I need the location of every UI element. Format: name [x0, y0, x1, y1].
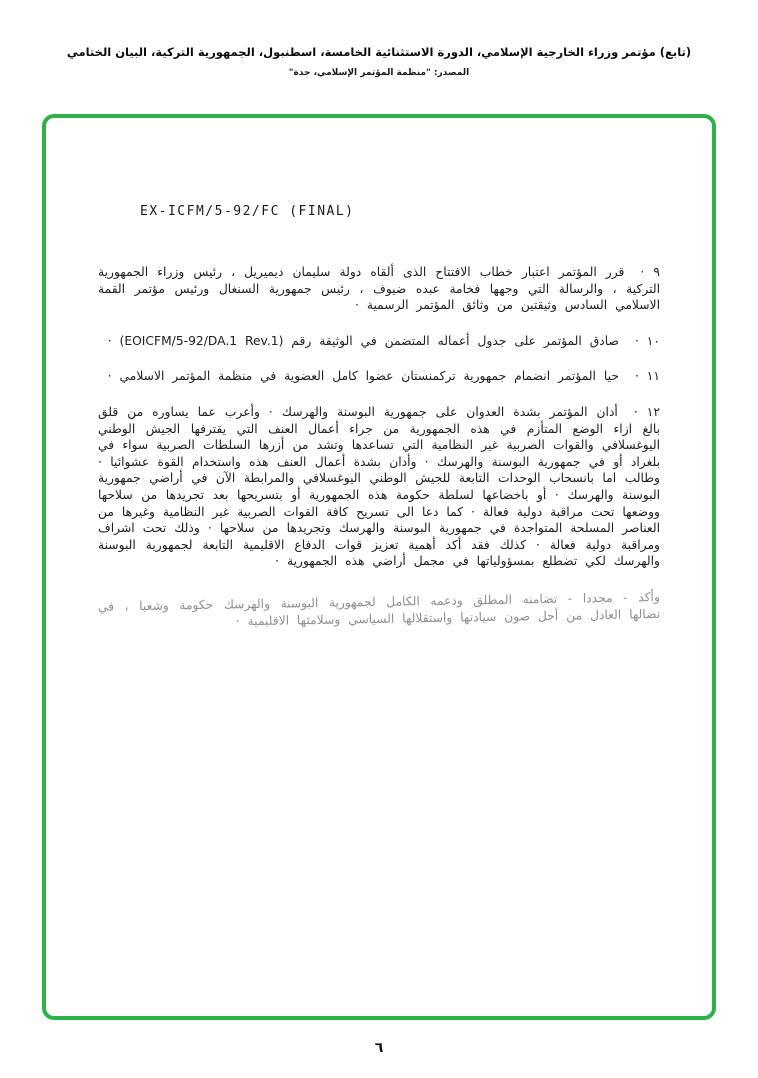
paragraph-11-text: حيا المؤتمر انضمام جمهورية تركمنستان عضوا كامل العضوية في منظمة المؤتمر الاسلامي ·: [107, 369, 619, 384]
document-source: المصدر: "منظمة المؤتمر الإسلامي، جدة": [288, 68, 470, 79]
document-title: (تابع) مؤتمر وزراء الخارجية الإسلامي، الدورة الاستثنائية الخامسة، اسطنبول، الجمهورية التركية، البيان الختامي: [66, 45, 692, 59]
paragraph-11-number: ١١ ·: [634, 369, 660, 384]
paragraph-10: [98, 333, 660, 350]
scan-frame: [42, 114, 716, 1020]
paragraph-9-number: ٩ ·: [640, 265, 660, 279]
document-body: [98, 264, 660, 641]
paragraph-10-text: صادق المؤتمر على جدول أعماله المتضمن في الوثيقة رقم (EOICFM/5-92/DA.1 Rev.1) ·: [107, 333, 619, 348]
paragraph-10-number: ١٠ ·: [634, 333, 660, 348]
paragraph-closing-text: وأكد - مجددا - تضامنه المطلق ودعمه الكامل لجمهورية البوسنة والهرسك حكومة وشعبا ، في نضالها العادل من أجل صون سيادتها واستقلالها السياسي وسلامتها الاقليمية ·: [97, 589, 661, 628]
paragraph-closing: [98, 589, 660, 632]
paragraph-12: [98, 404, 660, 570]
page-number: ٦: [374, 1040, 384, 1056]
paragraph-12-text: أدان المؤتمر بشدة العدوان على جمهورية البوسنة والهرسك · وأعرب عما يساوره من قلق بالغ ازاء الوضع المتأزم في هذه الجمهورية من جراء أعمال العنف التي يقترفها الجيش الوطني اليوغسلافي والقوات الصربية غير النظامية التي تساعدها وتشد من أزرها السلطات الصربية سواء في بلغراد أو في جمهورية البوسنة والهرسك · وأدان بشدة أعمال العنف هذه واستخدام القوة عشوائيا · وطالب اما بانسحاب الوحدات التابعة للجيش الوطني اليوغسلافي والمرابطة الآن في أراضي جمهورية البوسنة والهرسك · أو باخضاعها لسلطة حكومة هذه الجمهورية أو بتسريحها بعد تجريدها من سلاحها ووضعها تحت مراقبة دولية فعالة · كما دعا الى تسريح كافة القوات الصربية غير النظامية وغيرها من العناصر المسلحة المتواجدة في جمهورية البوسنة والهرسك وتجريدها من سلاحها · وذلك تحت اشراف ومراقبة دولية فعالة · كذلك فقد أكد أهمية تعزيز قوات الدفاع الاقليمية التابعة لجمهورية البوسنة والهرسك لكي تضطلع بمسؤولياتها في مجمل أراضي هذه الجمهورية ·: [98, 404, 660, 569]
document-reference-code: EX-ICFM/5-92/FC (FINAL): [140, 204, 355, 219]
paragraph-9: [98, 264, 660, 314]
paragraph-12-number: ١٢ ·: [633, 404, 661, 419]
paragraph-9-text: قرر المؤتمر اعتبار خطاب الافتتاح الذى ألقاه دولة سليمان ديميريل ، رئيس وزراء الجمهورية التركية ، والرسالة التي وجهها فخامة عبده ضيوف ، رئيس جمهورية السنغال ورئيس مؤتمر القمة الاسلامي السادس وثيقتين من وثائق المؤتمر الرسمية ·: [98, 265, 660, 313]
page-header: [0, 44, 758, 78]
paragraph-11: [98, 368, 660, 385]
